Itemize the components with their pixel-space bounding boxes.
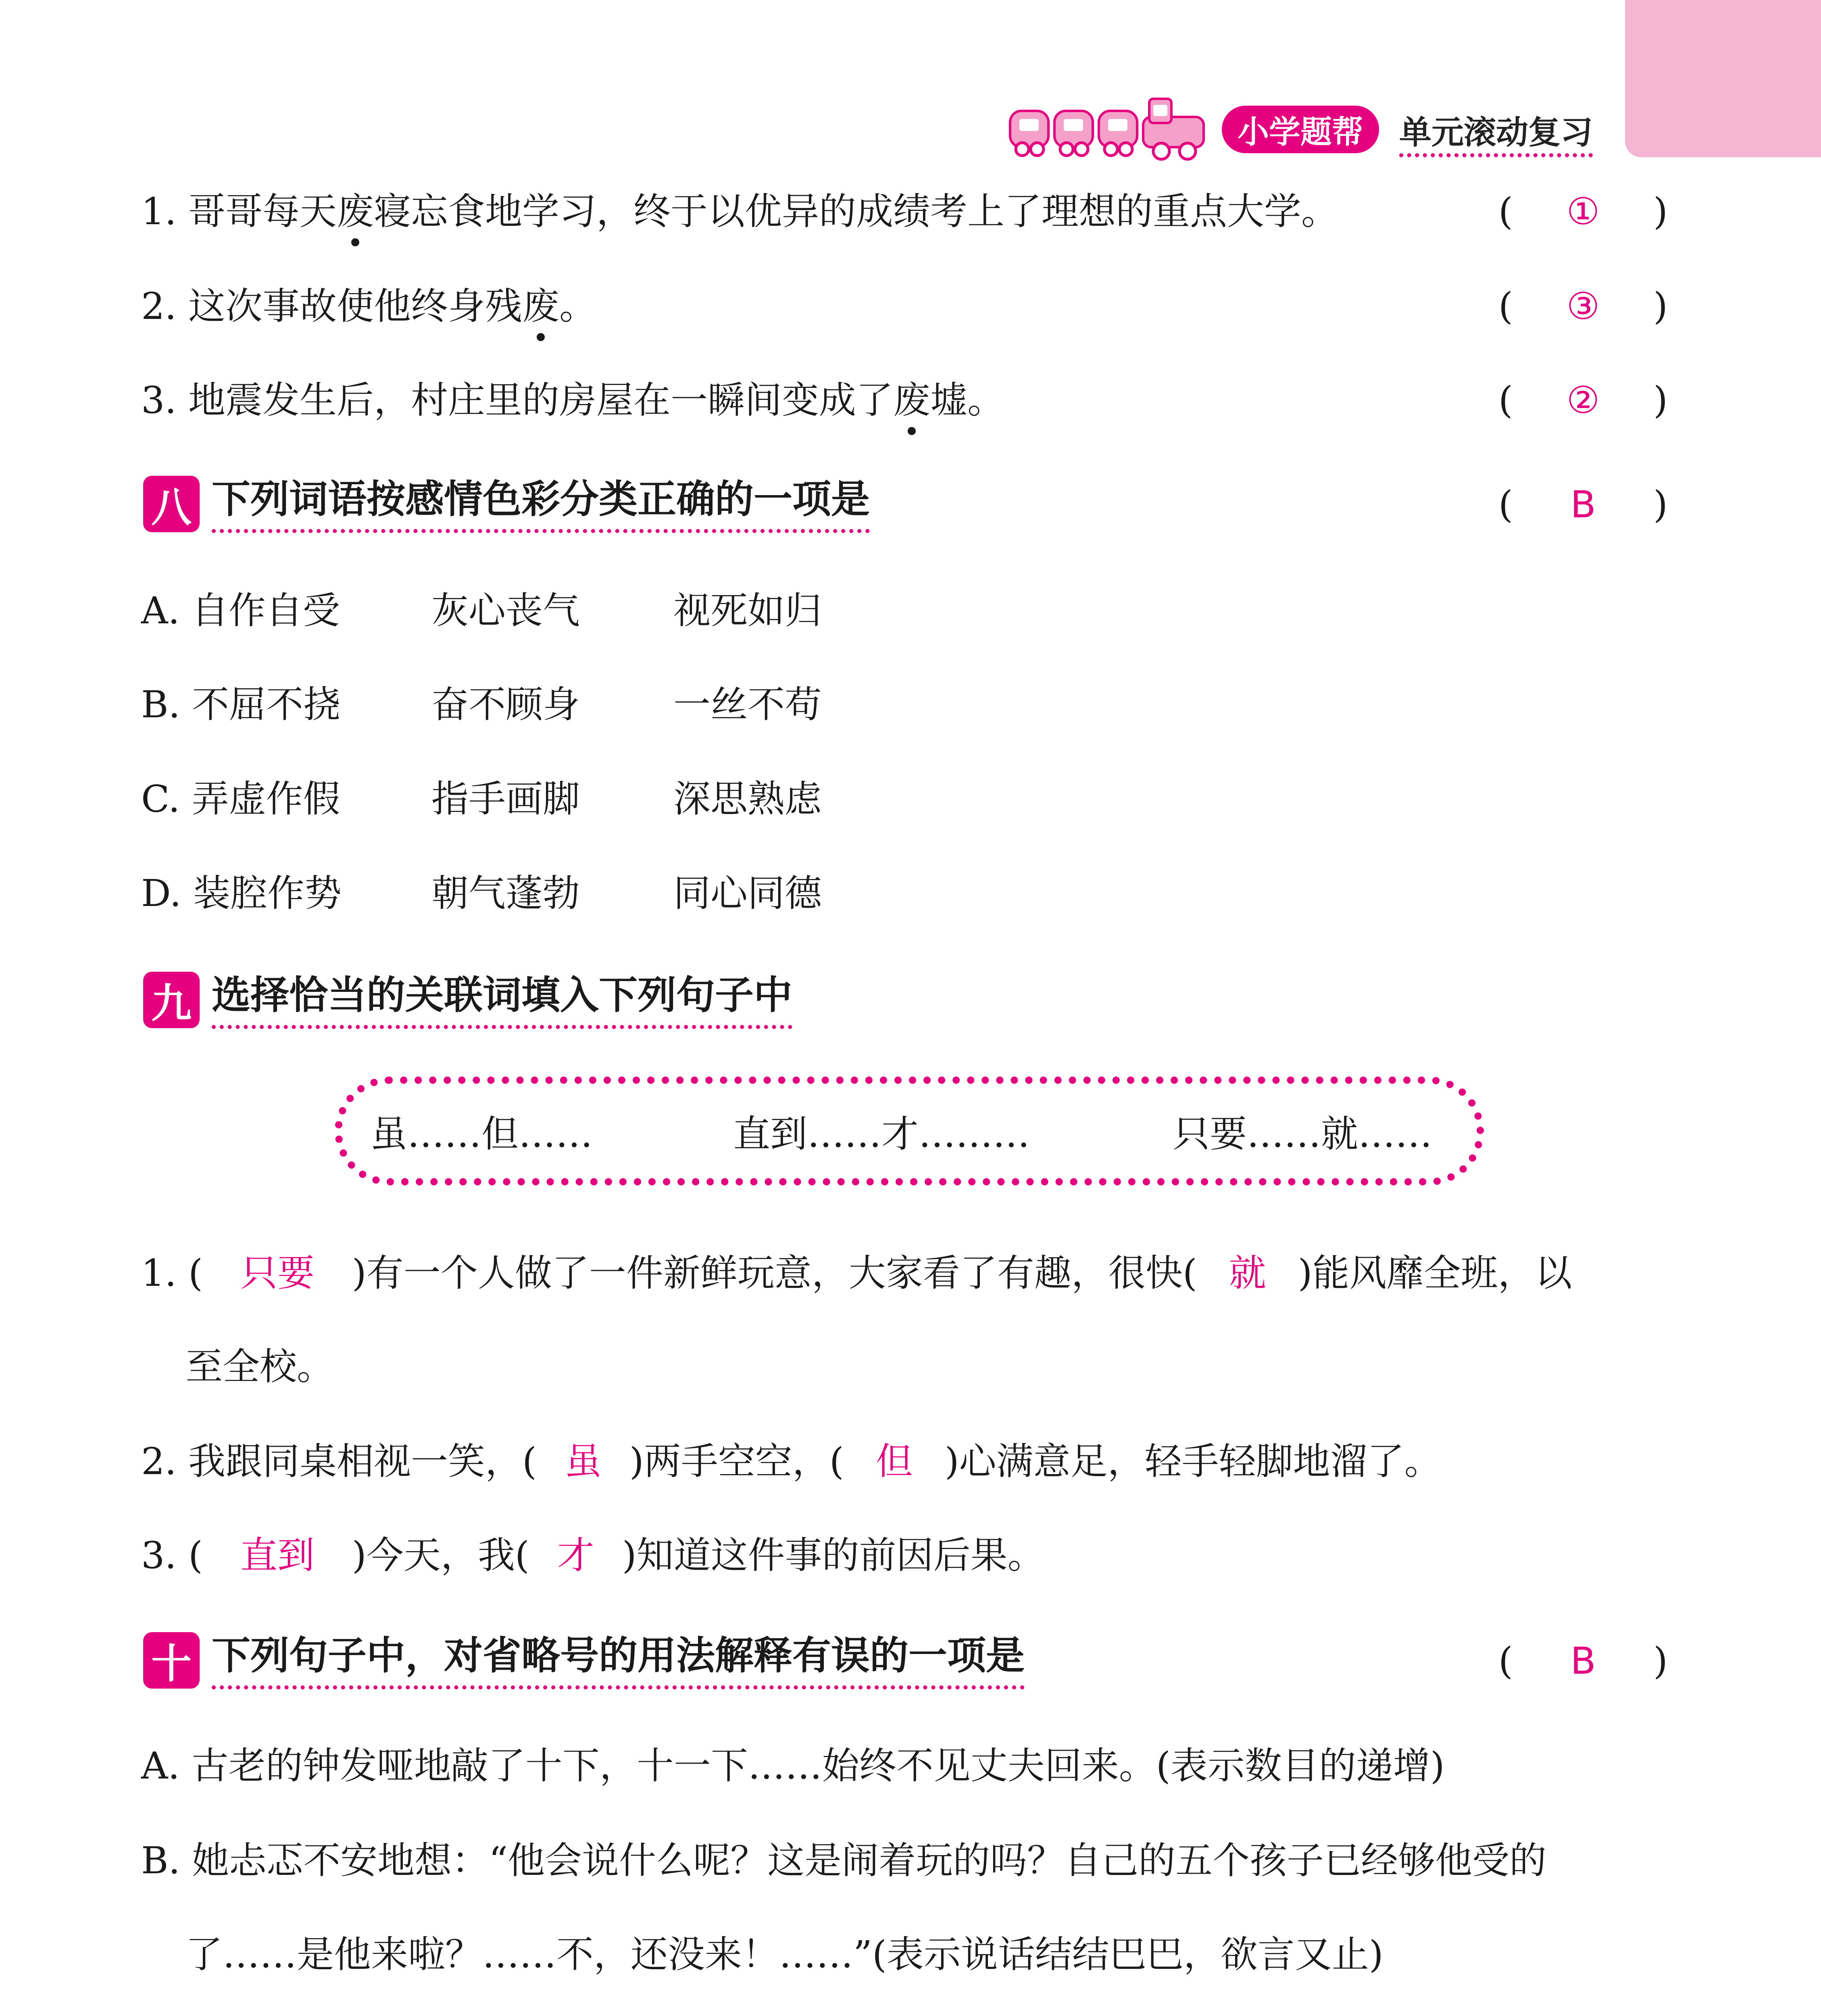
s8-option-c: C. 弄虚作假 指手画脚 深思熟虑 (141, 777, 822, 821)
section-10-header (143, 1632, 1025, 1689)
section-title: 下列词语按感情色彩分类正确的一项是 (212, 475, 870, 533)
emph-char: 废 (522, 282, 559, 331)
fill-answer: 就 (1229, 1252, 1266, 1295)
s9-item-2: 2. 我跟同桌相视一笑，( 虽 )两手空空，( 但 )心满意足，轻手轻脚地溜了。 (141, 1437, 1668, 1486)
section-number: 八 (143, 476, 200, 532)
section-8-header (143, 476, 870, 532)
s7-answer-1: ( ① ) (1498, 187, 1668, 236)
answer-value: ② (1566, 379, 1600, 422)
word-bank (335, 1077, 1484, 1185)
s9-item-1: 1. ( 只要 )有一个人做了一件新鲜玩意，大家看了有趣，很快( 就 )能风靡全班，以 (141, 1249, 1668, 1297)
section-title: 下列句子中，对省略号的用法解释有误的一项是 (212, 1631, 1025, 1689)
s7-answer-3: ( ② ) (1498, 376, 1668, 425)
word-bank-item: 直到……才……… (733, 1112, 1030, 1156)
s8-option-a: A. 自作自受 灰心丧气 视死如归 (141, 589, 822, 632)
s10-answer: ( B ) (1498, 1637, 1668, 1685)
s10-option-b: B. 她忐忑不安地想：“他会说什么呢？这是闹着玩的吗？自己的五个孩子已经够他受的 (141, 1839, 1547, 1882)
s10-option-a: A. 古老的钟发哑地敲了十下，十一下……始终不见丈夫回来。(表示数目的递增) (141, 1744, 1445, 1787)
answer-value: B (1570, 483, 1596, 526)
answer-value: ③ (1566, 285, 1600, 328)
fill-answer: 直到 (240, 1534, 315, 1577)
fill-answer: 只要 (240, 1252, 315, 1295)
s7-item-3: 3. 地震发生后，村庄里的房屋在一瞬间变成了废墟。 (141, 376, 1668, 425)
brand-text: 小学题帮 (1237, 114, 1363, 150)
s7-item-2: 2. 这次事故使他终身残废。 (141, 282, 1668, 331)
s7-answer-2: ( ③ ) (1498, 282, 1668, 331)
fill-answer: 但 (875, 1440, 913, 1483)
train-icon (1008, 95, 1210, 163)
corner-tab (1625, 0, 1821, 157)
section-number: 九 (143, 972, 200, 1028)
fill-answer: 才 (557, 1534, 594, 1577)
section-number: 十 (143, 1632, 200, 1689)
s8-option-d: D. 装腔作势 朝气蓬勃 同心同德 (141, 872, 822, 915)
word-bank-item: 虽……但…… (370, 1112, 593, 1156)
s8-option-b: B. 不屈不挠 奋不顾身 一丝不苟 (141, 683, 822, 726)
section-title: 选择恰当的关联词填入下列句子中 (212, 971, 792, 1029)
s9-item-3: 3. ( 直到 )今天，我( 才 )知道这件事的前因后果。 (141, 1531, 1668, 1580)
fill-answer: 虽 (564, 1440, 602, 1483)
word-bank-item: 只要……就…… (1173, 1112, 1433, 1156)
answer-value: B (1570, 1639, 1596, 1683)
s10-option-b-cont: 了……是他来啦？……不，还没来！……”(表示说话结结巴巴，欲言又止) (185, 1933, 1383, 1976)
header-subtitle (1399, 106, 1593, 157)
brand-badge (1222, 106, 1379, 153)
header-subtitle-text: 单元滚动复习 (1399, 113, 1593, 151)
emph-char: 废 (337, 187, 374, 236)
answer-value: ① (1566, 190, 1600, 233)
s8-answer: ( B ) (1498, 481, 1668, 529)
emph-char: 废 (893, 376, 930, 425)
s9-item-1-cont: 至全校。 (185, 1345, 334, 1388)
s7-item-1: 1. 哥哥每天废寝忘食地学习，终于以优异的成绩考上了理想的重点大学。 (141, 187, 1668, 236)
section-9-header (143, 972, 792, 1028)
